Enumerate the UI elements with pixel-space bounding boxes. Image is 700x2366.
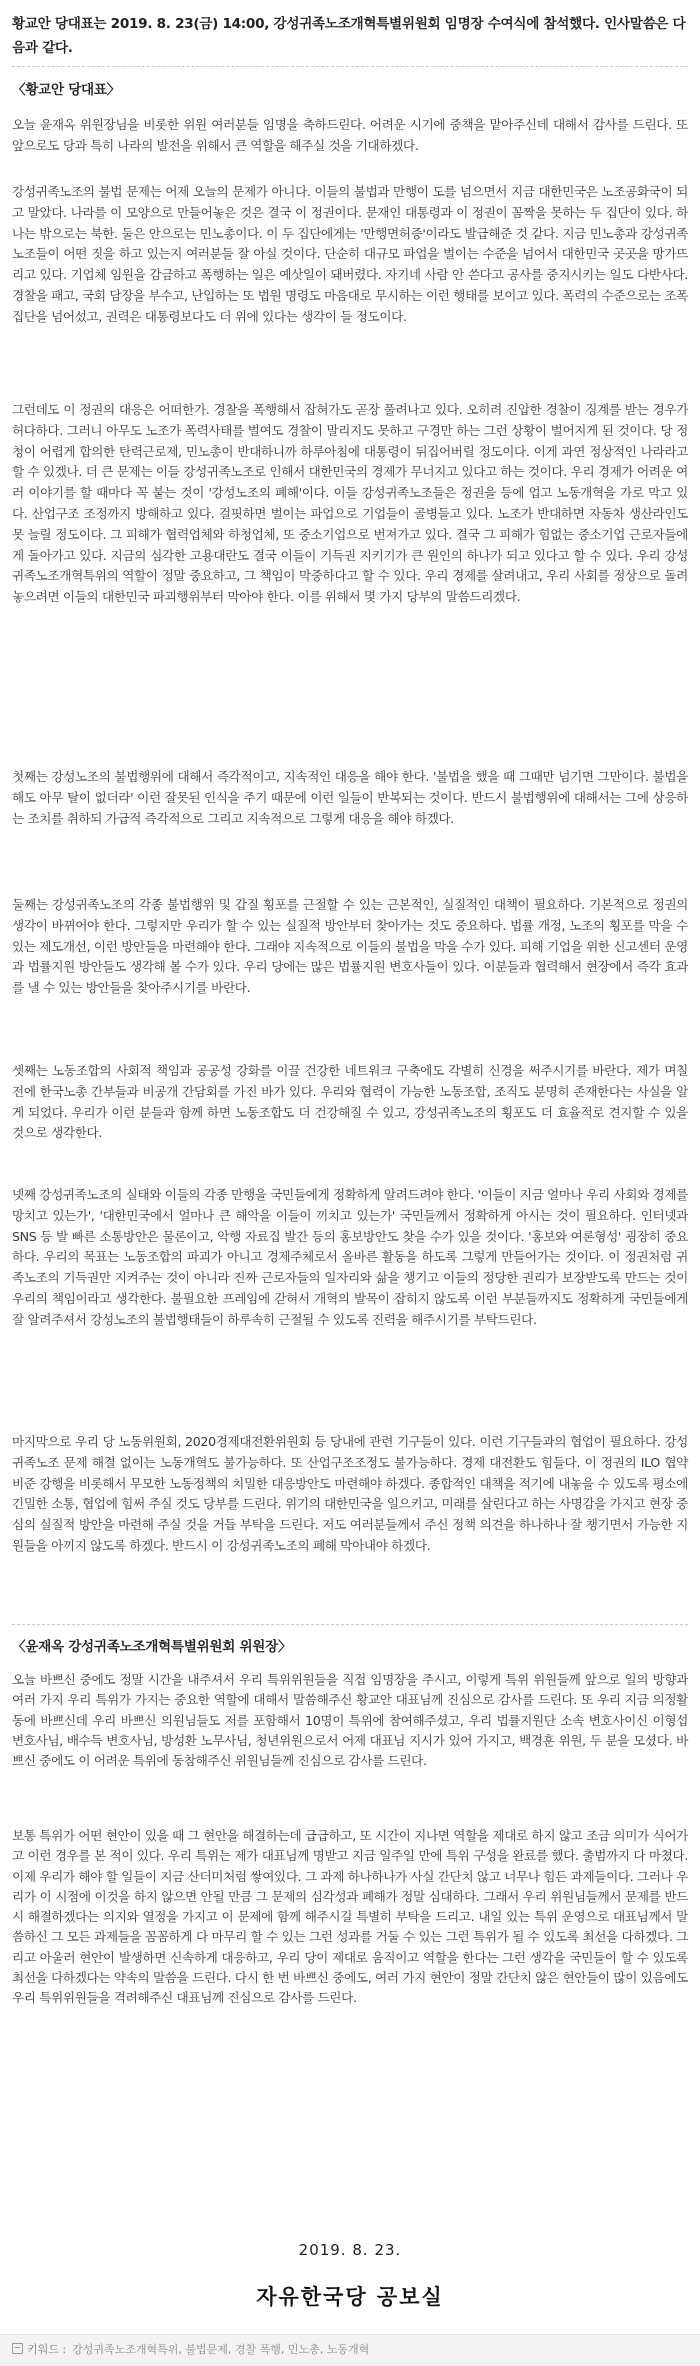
intro-paragraph: 황교안 당대표는 2019. 8. 23(금) 14:00, 강성귀족노조개혁특별위원회 임명장 수여식에 참석했다. 인사말씀은 다음과 같다. — [12, 16, 686, 56]
speech-paragraph: 넷째 강성귀족노조의 실태와 이들의 각종 만행을 국민들에게 정확하게 알려드려야 한다. '이들이 지금 얼마나 우리 사회와 경제를 망치고 있는가', '대한민국에서 얼마나 큰 해악을 이들이 끼치고 있는가' 국민들께서 정확하게 아시는 것이 필요하다. 인터넷과 SNS 등 발 빠른 소통방안은 물론이고, 악행 자료집 발간 등의 홍보방안도 찾을 수가 있을 것이다. '홍보와 여론형성' 굉장히 중요하다. 우리의 목표는 노동조합의 파괴가 아니고 경제주체로서 올바른 활동을 하도록 그렇게 만들어가는 것이다. 이 정권처럼 귀족노조의 기득권만 지켜주는 것이 아니라 진짜 근로자들의 일자리와 삶을 챙기고 이들의 정당한 권리가 보장받도록 만드는 것이 우리의 책임이라고 생각한다. 불필요한 프레임에 갇혀서 개혁의 발목이 잡히지 않도록 이런 부분들까지도 정확하게 국민들에게 잘 알려주셔서 강성노조의 불법행태들이 하루속히 근절될 수 있도록 진력을 해주시기를 부탁드린다. — [12, 1187, 688, 1327]
speech-paragraph: 보통 특위가 어떤 현안이 있을 때 그 현안을 해결하는데 급급하고, 또 시간이 지나면 역할을 제대로 하지 않고 조금 의미가 식어가고 이런 경우를 본 적이 있다. 우리 특위는 제가 대표님께 명받고 지금 일주일 만에 특위 구성을 완료를 했다. 출범까지 다 마쳤다. 이제 우리가 해야 할 일들이 지금 산더미처럼 쌓여있다. 그 과제 하나하나가 사실 간단치 않고 너무나 힘든 과제들이다. 그러나 우리가 이 시점에 이것을 하지 않으면 안될 만큼 그 문제의 심각성과 폐해가 정말 심대하다. 그래서 우리 위원님들께서 문제를 반드시 해결하겠다는 의지와 열정을 가지고 이 문제에 함께 해주시길 특별히 부탁을 드리고. 내일 있는 특위 운영으로 대표님께서 말씀하신 그 모든 과제들을 꼼꼼하게 다 마무리 할 수 있는 그런 성과를 거둘 수 있는 그런 특위가 될 수 있도록 최선을 다하겠다. 그리고 아울러 현안이 발생하면 신속하게 대응하고, 우리 당이 제대로 움직이고 역할을 한다는 그런 생각을 국민들이 할 수 있도록 최선을 다하겠다는 약속의 말씀을 드린다. 다시 한 번 바쁘신 중에도, 여러 가지 현안이 정말 간단치 않은 현안들이 많이 있음에도 우리 특위위원들을 격려해주신 대표님께 진심으로 감사를 드린다. — [12, 1828, 688, 2006]
speech-paragraph: 오늘 바쁘신 중에도 정말 시간을 내주셔서 우리 특위위원들을 직접 임명장을 주시고, 이렇게 특위 위원들께 앞으로 일의 방향과 여러 가지 우리 특위가 가지는 중요한 역할에 대해서 말씀해주신 황교안 대표님께 진심으로 감사를 드린다. 또 우리 지금 의정활동에 바쁘신데 우리 바쁘신 의원님들도 저를 포함해서 10명이 특위에 참여해주셨고, 우리 법률지원단 소속 변호사이신 이형섭 변호사님, 배수득 변호사님, 방성환 노무사님, 청년위원으로서 어제 대표님 지시가 있어 가지고, 백경훈 위원, 두 분을 모셨다. 바쁘신 중에도 이 어려운 특위에 동참해주신 위원님들께 진심으로 감사를 드린다. — [12, 1672, 688, 1769]
speech-paragraph: 강성귀족노조의 불법 문제는 어제 오늘의 문제가 아니다. 이들의 불법과 만행이 도를 넘으면서 지금 대한민국은 노조공화국이 되고 말았다. 나라를 이 모양으로 만들어놓은 것은 결국 이 정권이다. 문재인 대통령과 이 정권이 꼼짝을 못하는 두 집단이 있다. 하나는 밖으로는 북한. 둘은 안으로는 민노총이다. 이 두 집단에게는 '만행면허증'이라도 발급해준 것 같다. 지금 민노총과 강성귀족노조들이 어떤 짓을 하고 있는지 여러분들 잘 아실 것이다. 단순히 대규모 파업을 벌이는 수준을 넘어서 대한민국 곳곳을 망가뜨리고 있다. 기업체 임원을 감금하고 폭행하는 일은 예삿일이 돼버렸다. 자기네 사람 안 쓴다고 공사를 중지시키는 일도 다반사다. 경찰을 패고, 국회 담장을 부수고, 난입하는 또 법원 명령도 마음대로 무시하는 이런 행태를 보이고 있다. 폭력의 수준으로는 조폭집단을 넘어섰고, 권력은 대통령보다도 더 위에 있다는 생각이 들 정도이다. — [12, 184, 688, 324]
keyword-list[interactable]: 강성귀족노조개혁특위, 불법문제, 경찰 폭행, 민노총, 노동개혁 — [72, 2343, 370, 2356]
speech-paragraph: 그런데도 이 정권의 대응은 어떠한가. 경찰을 폭행해서 잡혀가도 곧장 풀려나고 있다. 오히려 진압한 경찰이 징계를 받는 경우가 허다하다. 그러니 아무도 노조가 폭력사태를 벌여도 경찰이 말리지도 못하고 구경만 하는 그런 상황이 벌어지게 된 것이다. 당 정 청이 어렵게 합의한 탄력근로제, 민노총이 반대하니까 하루아침에 대통령이 뒤집어버릴 정도이다. 이게 과연 정상적인 나라라고 할 수 있겠나. 더 큰 문제는 이들 강성귀족노조로 인해서 대한민국의 경제가 무너지고 있다고 하는 것이다. 우리 경제가 어려운 여러 이야기를 할 때마다 꼭 붙는 것이 '강성노조의 폐해'이다. 이들 강성귀족노조들은 정권을 등에 업고 노동개혁을 가로 막고 있다. 산업구조 조정까지 방해하고 있다. 걸핏하면 벌이는 파업으로 기업들이 골병들고 있다. 노조가 반대하면 자동차 생산라인도 못 늘릴 정도이다. 그 피해가 협력업체와 하청업체, 또 중소기업으로 번져가고 있다. 결국 그 피해가 힘없는 중소기업 근로자들에게 돌아가고 있다. 지금의 심각한 고용대란도 결국 이들이 기득권 지키기가 큰 원인의 하나가 되고 있다고 할 수 있다. 우리 강성귀족노조개혁특위의 역할이 정말 중요하고, 그 책임이 막중하다고 할 수 있다. 우리 경제를 살려내고, 우리 사회를 정상으로 돌려놓으려면 이들의 대한민국 파괴행위부터 막아야 한다. 이를 위해서 몇 가지 당부의 말씀드리겠다. — [12, 402, 688, 605]
keyword-row — [12, 2343, 369, 2357]
divider — [12, 1624, 688, 1625]
divider — [12, 66, 688, 67]
speech-paragraph: 마지막으로 우리 당 노동위원회, 2020경제대전환위원회 등 당내에 관련 기구들이 있다. 이런 기구들과의 협업이 필요하다. 강성귀족노조 문제 해결 없이는 노동개혁도 불가능하다. 또 산업구조조정도 불가능하다. 경제 대전환도 힘들다. 이 정권의 ILO 협약 비준 강행을 비롯해서 무모한 노동정책의 치밀한 대응방안도 마련해야 하겠다. 종합적인 대책을 적기에 내놓을 수 있도록 평소에 긴밀한 소통, 협업에 힘써 주실 것도 당부를 드린다. 위기의 대한민국을 일으키고, 미래를 살린다고 하는 사명감을 가지고 현장 중심의 실질적 방안을 마련해 주실 것을 거듭 부탁을 드린다. 저도 여러분들께서 주신 정책 의견을 하나하나 잘 챙기면서 가능한 지원들을 아끼지 않도록 하겠다. 반드시 이 강성귀족노조의 폐해 막아내야 하겠다. — [12, 1434, 688, 1553]
speaker-name: 〈윤재옥 강성귀족노조개혁특별위원회 위원장〉 — [12, 1639, 292, 1655]
issuer-name: 자유한국당 공보실 — [256, 2285, 444, 2309]
release-date: 2019. 8. 23. — [298, 2241, 402, 2259]
speech-paragraph: 첫째는 강성노조의 불법행위에 대해서 즉각적이고, 지속적인 대응을 해야 한다. '불법을 했을 때 그때만 넘기면 그만이다. 불법을 해도 아무 탈이 없더라' 이런 잘못된 인식을 주기 때문에 이런 일들이 반복되는 것이다. 반드시 불법행위에 대해서는 그에 상응하는 조치를 취하되 가급적 즉각적으로 그리고 지속적으로 그렇게 대응을 해야 하겠다. — [12, 769, 688, 826]
speaker-heading-1 — [12, 78, 688, 102]
keyword-label: 키워드 : — [27, 2343, 67, 2356]
keyword-bar — [0, 2334, 700, 2366]
speech-paragraph: 오늘 윤재옥 위원장님을 비롯한 위원 여러분들 임명을 축하드린다. 어려운 시기에 중책을 맡아주신데 대해서 감사를 드린다. 또 앞으로도 당과 특히 나라의 발전을 위해서 큰 역할을 해주실 것을 기대하겠다. — [12, 117, 688, 153]
speech-paragraph: 둘째는 강성귀족노조의 각종 불법행위 및 갑질 횡포를 근절할 수 있는 근본적인, 실질적인 대책이 필요하다. 기본적으로 정권의 생각이 바뀌어야 한다. 그렇지만 우리가 할 수 있는 실질적 방안부터 찾아가는 것도 중요하다. 법률 개정, 노조의 횡포를 막을 수 있는 제도개선, 이런 방안들을 마련해야 한다. 그래야 지속적으로 이들의 불법을 막을 수가 있다. 피해 기업을 위한 신고센터 운영과 법률지원 방안들도 생각해 볼 수가 있다. 우리 당에는 많은 법률지원 변호사들이 있다. 이분들과 협력해서 현장에서 즉각 효과를 낼 수 있는 방안들을 찾아주시기를 바란다. — [12, 897, 688, 996]
speaker-name: 〈황교안 당대표〉 — [12, 82, 121, 98]
speaker-heading-2 — [12, 1635, 688, 1659]
tag-icon — [12, 2343, 23, 2354]
speech-paragraph: 셋째는 노동조합의 사회적 책임과 공공성 강화를 이끌 건강한 네트워크 구축에도 각별히 신경을 써주시기를 바란다. 제가 며칠 전에 한국노총 간부들과 비공개 간담회를 가진 바가 있다. 우리와 협력이 가능한 노동조합, 조직도 분명히 존재한다는 사실을 알게 되었다. 우리가 이런 분들과 함께 하면 노동조합도 더 건강해질 수 있고, 강성귀족노조의 횡포도 더 효율적로 견지할 수 있을 것으로 생각한다. — [12, 1063, 688, 1141]
